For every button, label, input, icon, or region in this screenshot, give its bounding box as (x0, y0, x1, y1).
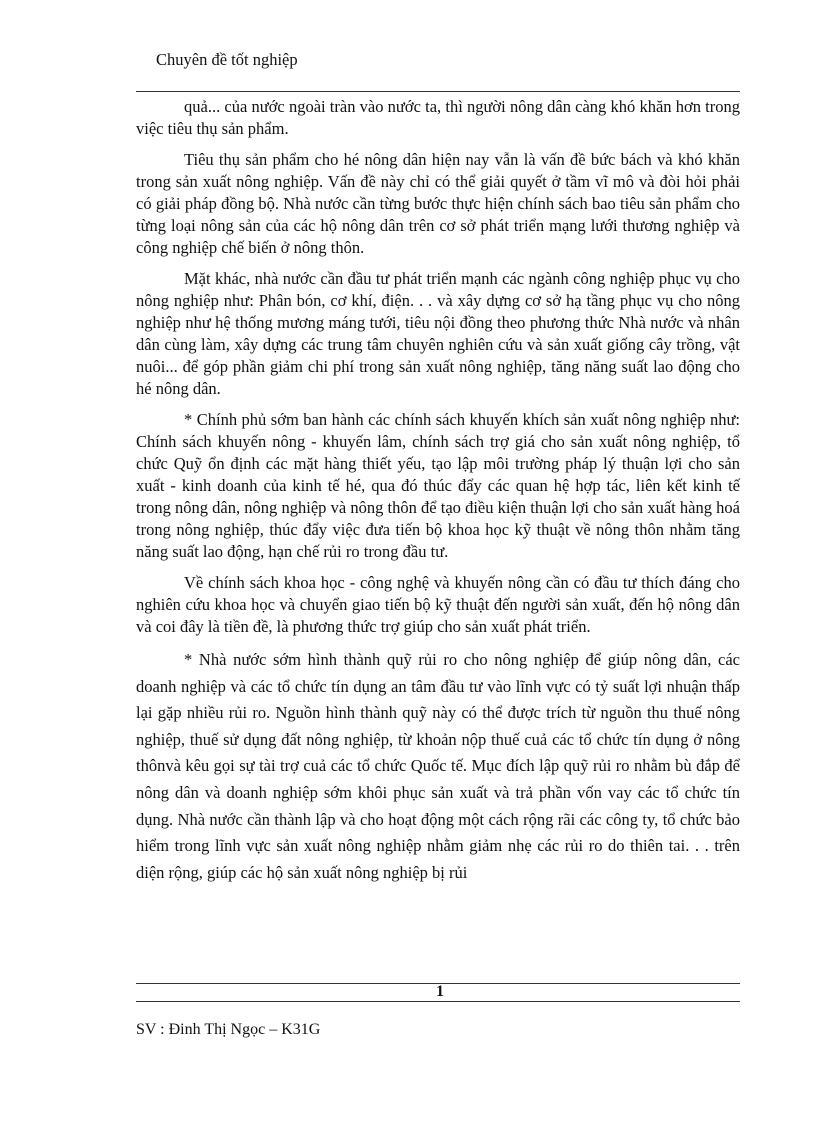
header-divider (136, 91, 740, 92)
page-number: 1 (436, 983, 444, 1000)
paragraph-4: * Chính phủ sớm ban hành các chính sách khuyến khích sản xuất nông nghiệp như: Chính sách khuyến nông - khuyến lâm, chính sách trợ giá cho sản xuất nông nghiệp, tổ chức Quỹ ổn định các mặt hàng thiết yếu, tạo lập môi trường pháp lý thuận lợi cho sản xuất - kinh doanh của kinh tế hé, qua đó thúc đẩy các quan hệ hợp tác, liên kết kinh tế trong nông dân, nông nghiệp và nông thôn để tạo điều kiện thuận lợi cho sản xuất hàng hoá trong nông nghiệp, thúc đẩy việc đưa tiến bộ khoa học kỹ thuật về nông thôn nhằm tăng năng suất lao động, hạn chế rủi ro trong đầu tư. (136, 410, 740, 561)
paragraph-2: Tiêu thụ sản phẩm cho hé nông dân hiện nay vẫn là vấn đề bức bách và khó khăn trong sản xuất nông nghiệp. Vấn đề này chỉ có thể giải quyết ở tầm vĩ mô và đòi hỏi phải có giải pháp đồng bộ. Nhà nước cần từng bước thực hiện chính sách bao tiêu sản phẩm cho từng loại nông sản của các hộ nông dân trên cơ sở phát triển mạng lưới thương nghiệp và công nghiệp chế biến ở nông thôn. (136, 150, 740, 257)
paragraph-1: quả... của nước ngoài tràn vào nước ta, thì người nông dân càng khó khăn hơn trong việc tiêu thụ sản phẩm. (136, 97, 740, 138)
paragraph-3: Mặt khác, nhà nước cần đầu tư phát triển mạnh các ngành công nghiệp phục vụ cho nông nghiệp như: Phân bón, cơ khí, điện. . . và xây dựng cơ sở hạ tầng phục vụ cho nông nghiệp như hệ thống mương máng tưới, tiêu nội đồng theo phương thức Nhà nước và nhân dân cùng làm, xây dựng các trung tâm chuyên nghiên cứu và sản xuất giống cây trồng, vật nuôi... để góp phần giảm chi phí trong sản xuất nông nghiệp, tăng năng suất lao động cho hé nông dân. (136, 269, 740, 398)
footer-student-info: SV : Đinh Thị Ngọc – K31G (136, 1021, 321, 1038)
header-title: Chuyên đề tốt nghiệp (156, 50, 298, 69)
paragraph-6: * Nhà nước sớm hình thành quỹ rủi ro cho nông nghiệp để giúp nông dân, các doanh nghiệp và các tổ chức tín dụng an tâm đầu tư vào lĩnh vực có tỷ suất lợi nhuận thấp lại gặp nhiều rủi ro. Nguồn hình thành quỹ này có thể được trích từ nguồn thu thuế nông nghiệp, thuế sử dụng đất nông nghiệp, từ khoản nộp thuế cuả các tổ chức tín dụng ở nông thônvà kêu gọi sự tài trợ cuả các tổ chức Quốc tế. Mục đích lập quỹ rủi ro nhằm bù đắp để nông dân và doanh nghiệp sớm khôi phục sản xuất và trả phần vốn vay các tổ chức tín dụng. Nhà nước cần thành lập và cho hoạt động một cách rộng rãi các công ty, tổ chức bảo hiểm trong lĩnh vực sản xuất nông nghiệp nhằm giảm nhẹ các rủi ro do thiên tai. . . trên diện rộng, giúp các hộ sản xuất nông nghiệp bị rủi (136, 650, 740, 882)
paragraph-5: Về chính sách khoa học - công nghệ và khuyến nông cần có đầu tư thích đáng cho nghiên cứu khoa học và chuyển giao tiến bộ kỹ thuật đến người sản xuất, đến hộ nông dân và coi đây là tiền đề, là phương thức trợ giúp cho sản xuất phát triển. (136, 573, 740, 636)
document-body (136, 96, 740, 895)
footer-divider-bottom (136, 1001, 740, 1002)
